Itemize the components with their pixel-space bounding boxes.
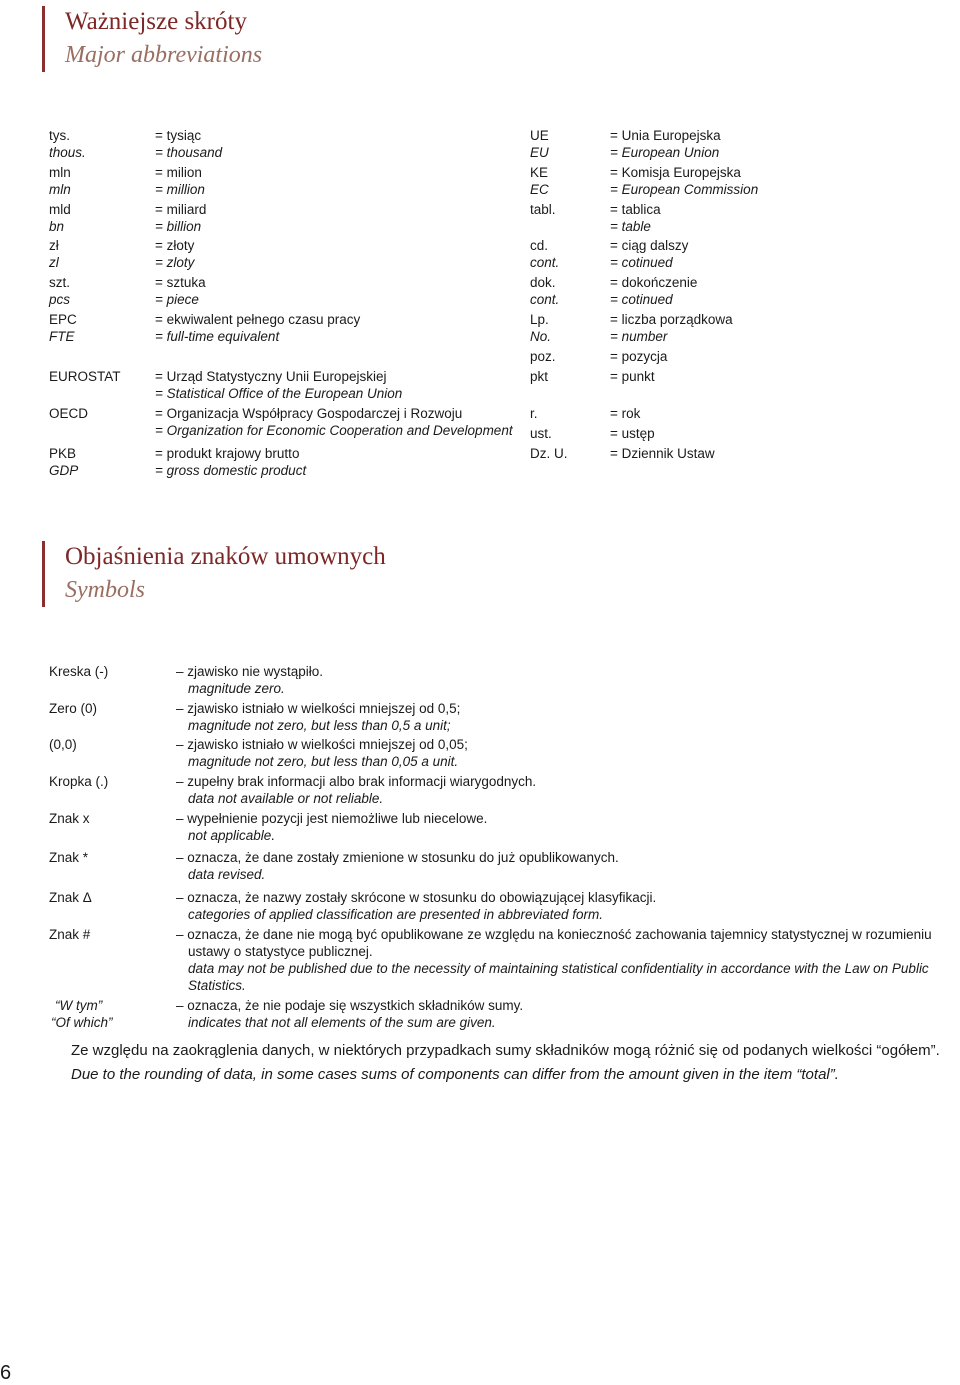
symbols-heading [42, 541, 386, 607]
symbol-description-en: magnitude zero. [188, 681, 285, 696]
symbol-description-en: indicates that not all elements of the sum are given. [188, 1015, 496, 1030]
symbol-description-pl-cont: ustawy o statystyce publicznej. [188, 944, 373, 959]
symbol-description-pl: – oznacza, że nie podaje się wszystkich składników sumy. [176, 998, 524, 1013]
abbreviations-left-column [49, 127, 519, 487]
abbr-term: mld [49, 202, 71, 217]
abbr-definition-en: = thousand [155, 145, 223, 160]
abbr-definition: = tablica [610, 202, 661, 217]
abbr-term-en: EU [530, 145, 549, 160]
abbr-term-en: zl [49, 255, 59, 270]
symbol-description-en: magnitude not zero, but less than 0,05 a unit. [188, 754, 459, 769]
abbr-definition-en: = table [610, 219, 651, 234]
symbols-title-pl: Objaśnienia znaków umownych [65, 543, 386, 570]
symbol-description-en: not applicable. [188, 828, 276, 843]
abbr-term-en: cont. [530, 292, 560, 307]
abbr-term: tabl. [530, 202, 556, 217]
symbol-description-en-cont: Statistics. [188, 978, 246, 993]
abbreviations-title-pl: Ważniejsze skróty [65, 8, 247, 35]
abbr-definition: = tysiąc [155, 128, 202, 143]
symbol-item [49, 889, 929, 923]
symbol-description-en: data revised. [188, 867, 266, 882]
abbr-term: poz. [530, 349, 556, 364]
abbr-definition: = produkt krajowy brutto [155, 446, 300, 461]
abbr-term: UE [530, 128, 549, 143]
abbr-term-en: GDP [49, 463, 79, 478]
abbr-definition-en: = European Union [610, 145, 720, 160]
abbreviations-title-en: Major abbreviations [65, 42, 263, 68]
symbol-description-pl: – oznacza, że dane zostały zmienione w stosunku do już opublikowanych. [176, 850, 619, 865]
abbr-definition: = złoty [155, 238, 195, 253]
abbr-definition: = dokończenie [610, 275, 698, 290]
abbr-term: tys. [49, 128, 71, 143]
abbr-definition-en: = number [610, 329, 668, 344]
abbr-definition: = Dziennik Ustaw [610, 446, 715, 461]
symbols-title-en: Symbols [65, 577, 145, 603]
symbol-description-en: magnitude not zero, but less than 0,5 a unit; [188, 718, 451, 733]
symbol-description-pl: – zjawisko istniało w wielkości mniejszej od 0,5; [176, 701, 461, 716]
abbr-term: dok. [530, 275, 556, 290]
abbr-definition: = miliard [155, 202, 207, 217]
page-number: 6 [0, 1362, 12, 1384]
abbr-term-en: EC [530, 182, 549, 197]
symbol-key: Kreska (-) [49, 664, 109, 679]
abbr-definition: = liczba porządkowa [610, 312, 733, 327]
symbol-description-en: data not available or not reliable. [188, 791, 384, 806]
symbol-item [49, 773, 929, 807]
abbr-definition-en: = cotinued [610, 292, 673, 307]
abbr-term: OECD [49, 406, 89, 421]
abbr-term: ust. [530, 426, 552, 441]
abbr-definition: = ekwiwalent pełnego czasu pracy [155, 312, 361, 327]
abbr-term: PKB [49, 446, 77, 461]
abbr-definition: = Organizacja Współpracy Gospodarczej i Rozwoju [155, 406, 463, 421]
symbol-key: Znak Δ [49, 890, 92, 905]
symbol-description-en: data may not be published due to the necessity of maintaining statistical confidentiality in accordance with the Law on Public [188, 961, 929, 976]
abbr-term: zł [49, 238, 59, 253]
abbr-term-en: No. [530, 329, 552, 344]
abbr-definition: = ciąg dalszy [610, 238, 689, 253]
symbol-description-pl: – oznacza, że dane nie mogą być opublikowane ze względu na konieczność zachowania tajemnicy statystycznej w rozumieniu [176, 927, 932, 942]
abbr-definition: = Unia Europejska [610, 128, 721, 143]
rounding-note-en: Due to the rounding of data, in some cases sums of components can differ from the amount given in the item “total”. [71, 1066, 839, 1083]
abbr-term: cd. [530, 238, 549, 253]
abbr-term-en: mln [49, 182, 71, 197]
abbr-definition-en: = Organization for Economic Cooperation and Development [155, 423, 513, 438]
symbol-item [49, 997, 929, 1031]
symbol-description-en: categories of applied classification are presented in abbreviated form. [188, 907, 603, 922]
abbr-definition-en: = piece [155, 292, 199, 307]
symbol-item [49, 736, 929, 770]
abbr-term: Dz. U. [530, 446, 568, 461]
abbr-definition: = punkt [610, 369, 655, 384]
abbr-definition-en: = million [155, 182, 205, 197]
symbol-key: “W tym” [55, 998, 103, 1013]
symbol-key-en: “Of which” [51, 1015, 113, 1030]
abbr-definition-en: = zloty [155, 255, 195, 270]
abbr-term: EUROSTAT [49, 369, 121, 384]
symbol-description-pl: – zjawisko istniało w wielkości mniejszej od 0,05; [176, 737, 468, 752]
abbr-term: mln [49, 165, 71, 180]
abbr-term-en: bn [49, 219, 65, 234]
abbr-definition: = Komisja Europejska [610, 165, 741, 180]
rounding-note-pl: Ze względu na zaokrąglenia danych, w niektórych przypadkach sumy składników mogą różnić się od podanych wielkości “ogółem”. [71, 1042, 940, 1059]
abbr-term: EPC [49, 312, 77, 327]
abbr-definition: = milion [155, 165, 202, 180]
symbol-item [49, 663, 929, 697]
abbr-definition-en: = billion [155, 219, 202, 234]
abbreviations-right-column [530, 127, 950, 477]
abbr-term: KE [530, 165, 549, 180]
abbr-term: r. [530, 406, 538, 421]
abbr-term: Lp. [530, 312, 549, 327]
symbol-key: (0,0) [49, 737, 77, 752]
abbr-definition: = sztuka [155, 275, 206, 290]
abbreviations-heading [42, 6, 262, 72]
abbr-term-en: pcs [49, 292, 71, 307]
abbr-term: szt. [49, 275, 71, 290]
symbol-key: Kropka (.) [49, 774, 109, 789]
symbol-description-pl: – oznacza, że nazwy zostały skrócone w stosunku do obowiązującej klasyfikacji. [176, 890, 657, 905]
abbr-definition-en: = full-time equivalent [155, 329, 280, 344]
abbr-definition-en: = cotinued [610, 255, 673, 270]
abbr-term-en: thous. [49, 145, 86, 160]
abbr-definition: = rok [610, 406, 641, 421]
symbol-item [49, 849, 929, 883]
abbr-definition-en: = gross domestic product [155, 463, 307, 478]
symbol-description-pl: – zjawisko nie wystąpiło. [176, 664, 324, 679]
abbr-definition-en: = European Commission [610, 182, 759, 197]
symbol-key: Zero (0) [49, 701, 98, 716]
symbol-key: Znak x [49, 811, 90, 826]
abbr-term-en: FTE [49, 329, 75, 344]
abbr-term-en: cont. [530, 255, 560, 270]
symbol-item [49, 810, 929, 844]
symbol-key: Znak # [49, 927, 91, 942]
symbol-key: Znak * [49, 850, 89, 865]
symbol-item [49, 700, 929, 734]
symbol-description-pl: – zupełny brak informacji albo brak informacji wiarygodnych. [176, 774, 537, 789]
symbol-description-pl: – wypełnienie pozycji jest niemożliwe lub niecelowe. [176, 811, 488, 826]
abbr-definition: = pozycja [610, 349, 668, 364]
abbr-definition: = ustęp [610, 426, 655, 441]
abbr-definition: = Urząd Statystyczny Unii Europejskiej [155, 369, 387, 384]
abbr-definition-en: = Statistical Office of the European Union [155, 386, 403, 401]
symbol-item [49, 926, 949, 994]
abbr-term: pkt [530, 369, 549, 384]
